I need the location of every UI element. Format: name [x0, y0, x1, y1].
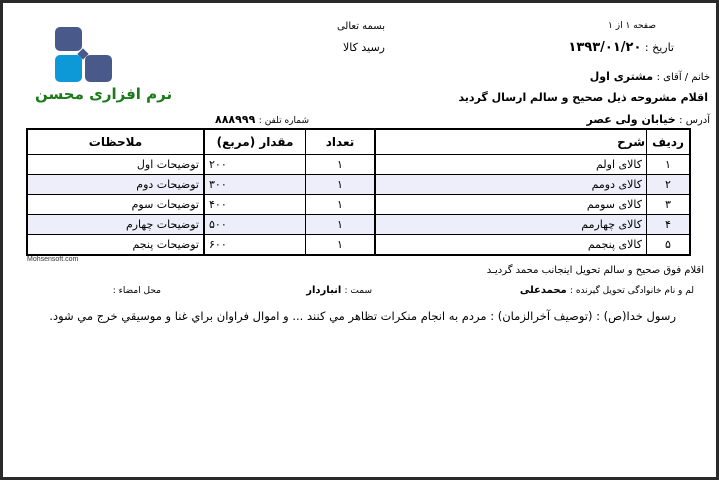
address-value: خیابان ولی عصر	[586, 113, 676, 126]
header-description: شرح	[375, 129, 647, 155]
customer-name: مشتری اول	[589, 70, 654, 83]
phone-row	[215, 113, 309, 126]
cell-quantity: ۶۰۰	[204, 235, 306, 256]
cell-row-number: ۲	[647, 175, 691, 195]
cell-row-number: ۳	[647, 195, 691, 215]
quote-text: رسول خدا(ص) : (توصیف آخرالزمان) : مردم به انجام منکرات تظاهر مي کنند ... و اموال فراوان براي غنا و موسيقي خرج مي شود.	[49, 309, 676, 323]
logo-square-top	[55, 27, 82, 51]
header-quantity: مقدار (مربع)	[204, 129, 306, 155]
receipt-page	[3, 3, 716, 477]
cell-description: کالای سومم	[375, 195, 647, 215]
date-row	[568, 40, 674, 55]
table-row	[27, 175, 690, 195]
receiver-label: لم و نام خانوادگی تحویل گیرنده :	[569, 286, 694, 296]
cell-quantity: ۲۰۰	[204, 155, 306, 175]
cell-count: ۱	[306, 195, 376, 215]
cell-count: ۱	[306, 155, 376, 175]
customer-row	[590, 70, 710, 83]
table-header-row	[27, 129, 690, 155]
cell-count: ۱	[306, 215, 376, 235]
cell-quantity: ۳۰۰	[204, 175, 306, 195]
phone-label: شماره تلفن :	[258, 116, 309, 126]
cell-notes: توضیحات اول	[27, 155, 204, 175]
page-info: صفحه ۱ از ۱	[608, 21, 656, 31]
phone-value: ۸۸۸۹۹۹	[215, 113, 256, 126]
signature-label: محل امضاء :	[112, 286, 161, 296]
table-row	[27, 195, 690, 215]
logo-square-bottom-right	[85, 55, 112, 82]
receipt-statement: اقلام فوق صحیح و سالم تحویل اینجانب محمد گردیـد	[486, 265, 704, 276]
address-row	[587, 113, 710, 126]
bismillah: بسمه تعالی	[336, 21, 385, 32]
receiver-value: محمدعلی	[519, 285, 567, 296]
cell-quantity: ۴۰۰	[204, 195, 306, 215]
items-table	[26, 128, 691, 256]
header-count: تعداد	[306, 129, 376, 155]
logo-text: نرم افزاری محسن	[35, 85, 173, 103]
table-row	[27, 235, 690, 256]
cell-description: کالای اولم	[375, 155, 647, 175]
sent-statement: اقلام مشروحه ذیل صحیح و سالم ارسال گردید	[458, 91, 708, 104]
header-notes: ملاحظات	[27, 129, 204, 155]
table-row	[27, 155, 690, 175]
cell-notes: توضیحات دوم	[27, 175, 204, 195]
cell-description: کالای دومم	[375, 175, 647, 195]
logo-square-bottom-left	[55, 55, 82, 82]
cell-description: کالای چهارمم	[375, 215, 647, 235]
cell-count: ۱	[306, 175, 376, 195]
cell-notes: توضیحات سوم	[27, 195, 204, 215]
cell-count: ۱	[306, 235, 376, 256]
cell-row-number: ۱	[647, 155, 691, 175]
cell-description: کالای پنجمم	[375, 235, 647, 256]
address-label: آدرس :	[679, 115, 710, 126]
cell-notes: توضیحات پنجم	[27, 235, 204, 256]
document-title: رسید کالا	[343, 41, 385, 54]
position-label: سمت :	[344, 286, 372, 296]
receiver-row	[520, 285, 694, 296]
date-label: تاریخ :	[644, 41, 674, 54]
position-value: انباردار	[306, 285, 342, 296]
cell-row-number: ۵	[647, 235, 691, 256]
website-link[interactable]: Mohsensoft.com	[27, 256, 79, 263]
position-row	[306, 285, 372, 296]
cell-quantity: ۵۰۰	[204, 215, 306, 235]
header-row-number: ردیف	[647, 129, 691, 155]
cell-row-number: ۴	[647, 215, 691, 235]
date-value: ۱۳۹۳/۰۱/۲۰	[568, 40, 642, 55]
cell-notes: توضیحات چهارم	[27, 215, 204, 235]
table-row	[27, 215, 690, 235]
customer-label: خانم / آقای :	[656, 72, 710, 83]
